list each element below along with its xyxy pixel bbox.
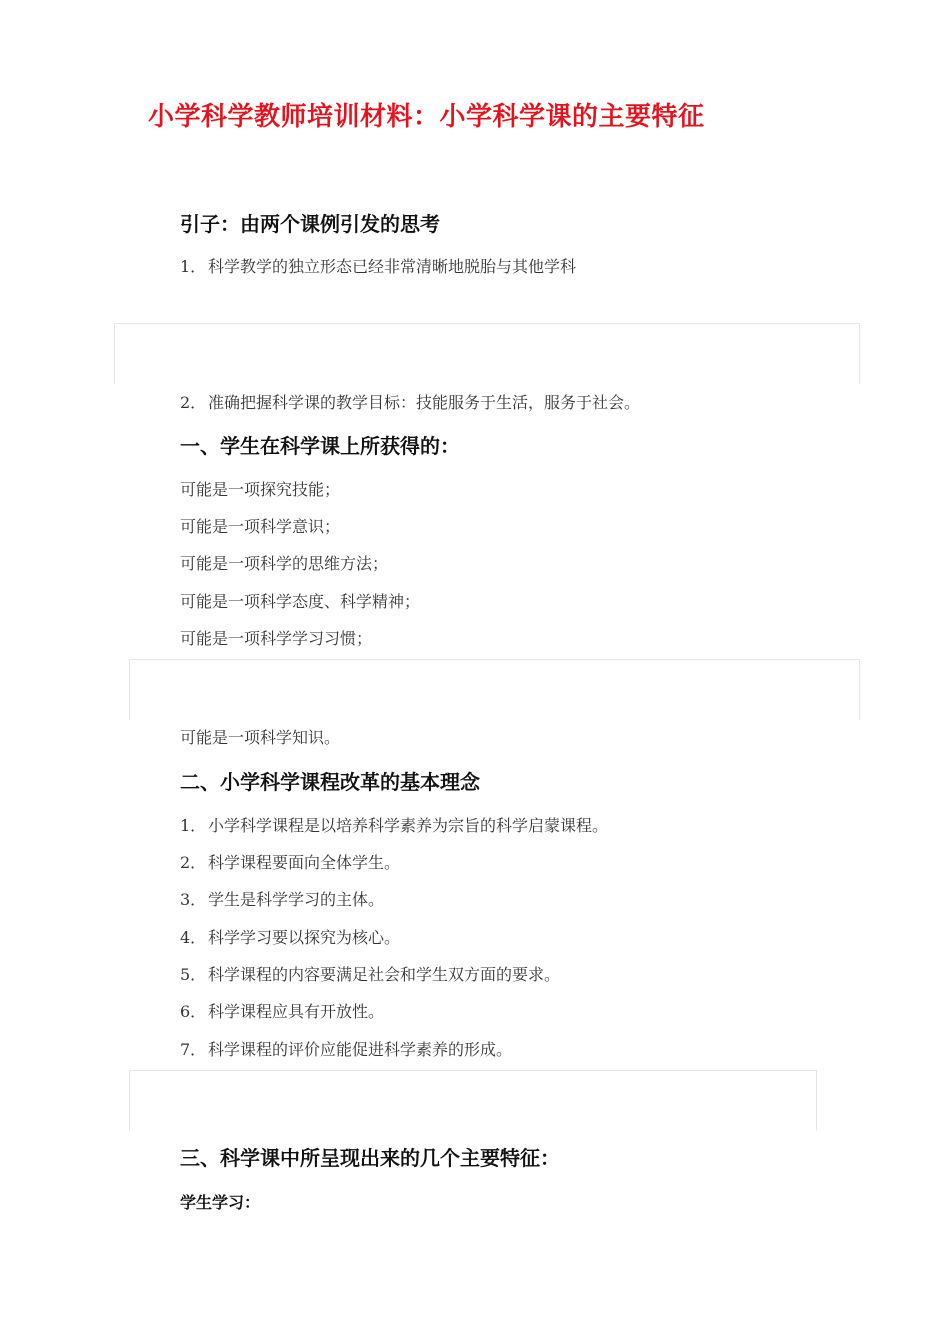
item-number: 4． <box>180 928 207 947</box>
empty-frame <box>129 659 860 720</box>
section1-line: 可能是一项科学学习习惯； <box>180 629 373 648</box>
empty-frame <box>114 323 860 384</box>
item-number: 2． <box>180 393 207 412</box>
item-number: 6． <box>180 1002 207 1021</box>
section3-subheading: 学生学习： <box>180 1193 261 1212</box>
item-text: 小学科学课程是以培养科学素养为宗旨的科学启蒙课程。 <box>208 816 609 835</box>
item-text: 准确把握科学课的教学目标：技能服务于生活，服务于社会。 <box>208 393 641 412</box>
intro-heading: 引子：由两个课例引发的思考 <box>180 212 440 236</box>
item-number: 5． <box>180 965 207 984</box>
intro-item-1 <box>180 257 576 277</box>
item-text: 科学课程的评价应能促进科学素养的形成。 <box>208 1040 513 1059</box>
intro-item-2 <box>180 393 640 413</box>
document-title: 小学科学教师培训材料：小学科学课的主要特征 <box>148 102 705 132</box>
section1-line: 可能是一项科学知识。 <box>180 728 341 747</box>
item-text: 学生是科学学习的主体。 <box>208 890 385 909</box>
section2-item-2 <box>180 853 400 873</box>
item-text: 科学学习要以探究为核心。 <box>208 928 401 947</box>
section2-item-5 <box>180 965 560 985</box>
section2-item-6 <box>180 1002 384 1022</box>
section2-item-1 <box>180 816 608 836</box>
item-text: 科学课程的内容要满足社会和学生双方面的要求。 <box>208 965 561 984</box>
section1-line: 可能是一项科学的思维方法； <box>180 554 389 573</box>
section1-heading: 一、学生在科学课上所获得的： <box>180 434 460 458</box>
item-number: 2． <box>180 853 207 872</box>
section1-line: 可能是一项探究技能； <box>180 480 341 499</box>
item-text: 科学课程应具有开放性。 <box>208 1002 385 1021</box>
section2-item-3 <box>180 890 384 910</box>
item-number: 7． <box>180 1040 207 1059</box>
section1-line: 可能是一项科学意识； <box>180 517 341 536</box>
item-number: 1． <box>180 257 207 276</box>
section2-item-4 <box>180 928 400 948</box>
item-number: 3． <box>180 890 207 909</box>
section1-line: 可能是一项科学态度、科学精神； <box>180 592 421 611</box>
empty-frame <box>129 1070 817 1131</box>
item-text: 科学教学的独立形态已经非常清晰地脱胎与其他学科 <box>208 257 577 276</box>
section2-item-7 <box>180 1040 512 1060</box>
section3-heading: 三、科学课中所呈现出来的几个主要特征： <box>180 1146 560 1170</box>
section2-heading: 二、小学科学课程改革的基本理念 <box>180 770 480 794</box>
item-text: 科学课程要面向全体学生。 <box>208 853 401 872</box>
item-number: 1． <box>180 816 207 835</box>
